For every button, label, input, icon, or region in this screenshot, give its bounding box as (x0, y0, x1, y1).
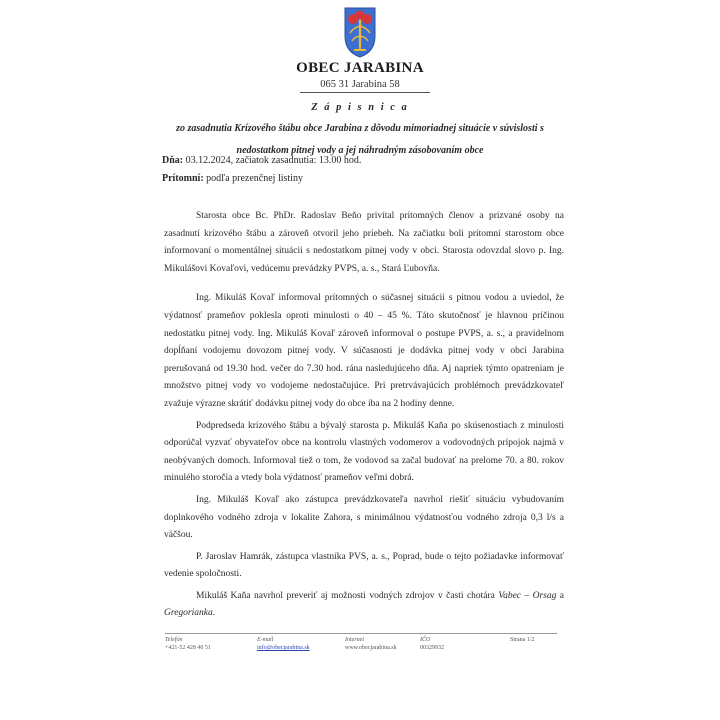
ico-value: 00329932 (420, 645, 444, 651)
paragraph-last (164, 588, 564, 623)
paragraph: Starosta obce Bc. PhDr. Radoslav Beňo privítal prítomných členov a prizvané osoby na zasadnutí krízového štábu a zároveň otvoril jeho priebeh. Na začiatku boli prítomní starostom obce informovaní o momentálnej situácii s nedostatkom pitnej vody v obci. Starosta odovzdal slovo p. Ing. Mikulášovi Kovaľovi, vedúcemu prevádzky PVPS, a. s., Stará Ľubovňa. (164, 211, 564, 274)
place-name: Vabec – Orsag (498, 590, 557, 601)
email-link[interactable]: info@obecjarabina.sk (257, 645, 310, 651)
org-address: 065 31 Jarabina 58 (320, 79, 400, 90)
paragraph: Podpredseda krízového štábu a bývalý starosta p. Mikuláš Kaňa po skúsenostiach z minulosti odporúčal vyzvať obyvateľov obce na kontrolu vlastných vodomerov a vodovodných prípojok najmä v neobývaných domoch. Informoval tiež o tom, že vodovod sa začal budovať na prelome 70. a 80. rokov minulého storočia a vtedy bola výdatnosť prameňov veľmi dobrá. (164, 420, 564, 484)
footer-web (345, 636, 397, 652)
footer-email (257, 636, 310, 652)
page-number: Strana 1/2 (510, 637, 535, 643)
phone-label: Telefón (165, 637, 183, 643)
text: Mikuláš Kaňa navrhol preveriť aj možnosti vodných zdrojov v časti chotára (196, 590, 499, 601)
document-subtitle: zo zasadnutia Krízového štábu obce Jarabina z dôvodu mimoriadnej situácie v súvislosti s nedostatkom pitnej vody a jej náhradným zásobovaním obce (176, 123, 544, 156)
footer-phone (165, 636, 211, 652)
date-value: 03.12.2024, začiatok zasadnutia: 13.00 hod. (185, 155, 362, 166)
date-label: Dňa: (162, 155, 184, 166)
minutes-body (164, 208, 564, 627)
org-name: OBEC JARABINA (296, 60, 424, 76)
document-title: Z á p i s n i c a (311, 102, 409, 113)
web-label: Internet (345, 637, 364, 643)
page-footer (165, 633, 557, 658)
paragraph: Ing. Mikuláš Kovaľ informoval prítomných o súčasnej situácii s pitnou vodou a uviedol, že výdatnosť prameňov poklesla oproti minulosti o 40 – 45 %. Táto skutočnosť je hlavnou príčinou nedostatku pitnej vody. Ing. Mikuláš Kovaľ zároveň informoval o postupe PVPS, a. s., a pravidelnom dopĺňaní vodojemu dovozom pitnej vody. V súčasnosti je dodávka pitnej vody v obci Jarabina prerušovaná od 19.30 hod. večer do 7.30 hod. rána nasledujúceho dňa. Aj napriek týmto opatreniam je množstvo pitnej vody vo vodojeme nedostačujúce. Pri pretrvávajúcich problémoch prevádzkovateľ zvažuje výrazne skrátiť dodávku pitnej vody do obce iba na 2 hodiny denne. (164, 293, 564, 409)
place-name: Gregorianka (164, 608, 213, 619)
ico-label: IČO (420, 637, 431, 643)
web-value[interactable]: www.obecjarabina.sk (345, 645, 397, 651)
header-divider (300, 92, 430, 93)
attendees (162, 173, 303, 184)
village-coat-of-arms-logo (343, 6, 377, 58)
paragraph: P. Jaroslav Hamrák, zástupca vlastníka PVS, a. s., Poprad, bude o tejto požiadavke informovať vedenie spoločnosti. (164, 551, 564, 580)
email-label: E-mail (257, 637, 274, 643)
present-label: Prítomní: (162, 173, 204, 184)
paragraph: Ing. Mikuláš Kovaľ ako zástupca prevádzkovateľa navrhol riešiť situáciu vybudovaním doplnkového vodného zdroja v lokalite Zahora, s minimálnou výdatnosťou vodného zdroja 0,3 l/s a väčšou. (164, 494, 564, 541)
footer-ico (420, 636, 444, 652)
present-value: podľa prezenčnej listiny (206, 173, 303, 184)
phone-value: +421-52 428 40 51 (165, 645, 211, 651)
text: . (212, 608, 216, 619)
text: a (556, 590, 564, 601)
meeting-date (162, 155, 361, 166)
